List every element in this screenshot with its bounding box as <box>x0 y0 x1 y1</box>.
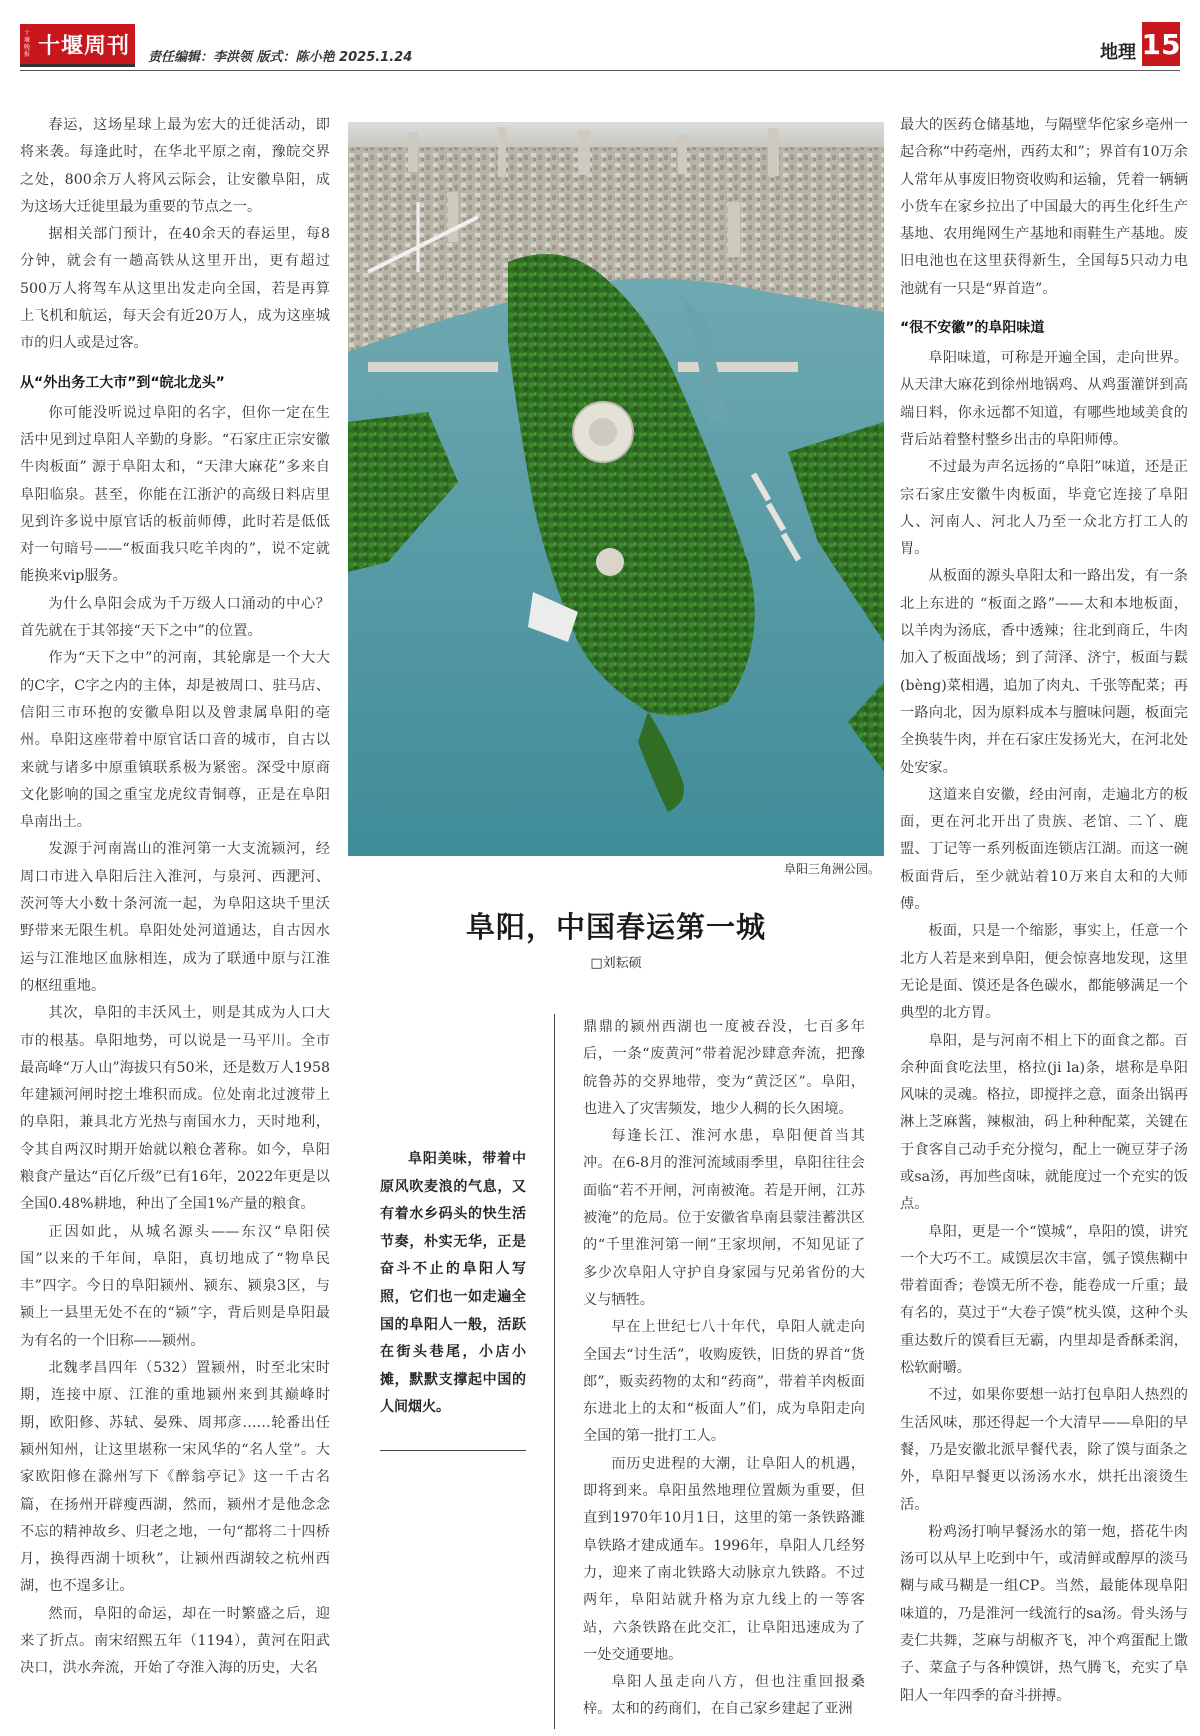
paragraph: 阜阳人虽走向八方，但也注重回报桑梓。太和的药商们，在自己家乡建起了亚洲 <box>583 1674 865 1718</box>
paragraph: 最大的医药仓储基地，与隔壁华佗家乡亳州一起合称“中药亳州，西药太和”；界首有10万余人常年从事废旧物资收购和运输，凭着一辆辆小货车在家乡拉出了中国最大的再生化纤生产基地、农用绳网生产基地和雨鞋生产基地。废旧电池也在这里获得新生，全国每5只动力电池就有一只是“界首造”。 <box>900 117 1188 297</box>
paragraph: 而历史进程的大潮，让阜阳人的机遇，即将到来。阜阳虽然地理位置颇为重要，但直到1970年10月1日，这里的第一条铁路濉阜铁路才建成通车。1996年，阜阳人几经努力，迎来了南北铁路大动脉京九铁路。不过两年，阜阳站就升格为京九线上的一等客站，六条铁路在此交汇，让阜阳迅速成为了一处交通要地。 <box>583 1455 865 1663</box>
paragraph: 据相关部门预计，在40余天的春运里，每8分钟，就会有一趟高铁从这里开出，更有超过500万人将驾车从这里出发走向全国，若是再算上飞机和航运，每天会有近20万人，成为这座城市的归人或是过客。 <box>20 226 330 352</box>
paragraph: 春运，这场星球上最为宏大的迁徙活动，即将来袭。每逢此时，在华北平原之南，豫皖交界之处，800余万人将风云际会，让安徽阜阳，成为这场大迁徙里最为重要的节点之一。 <box>20 117 330 215</box>
logo-small-text: 十堰晚报 <box>24 30 31 58</box>
header-rule <box>20 70 1180 71</box>
paragraph: 这道来自安徽，经由河南，走遍北方的板面，更在河北开出了贵族、老馆、二丫、鹿盟、丁记等一系列板面连锁店江湖。而这一碗板面背后，至少就站着10万来自太和的大师傅。 <box>900 786 1188 913</box>
paragraph: 为什么阜阳会成为千万级人口涌动的中心？首先就在于其邻接“天下之中”的位置。 <box>20 595 330 640</box>
page-number: 15 <box>1142 22 1180 66</box>
masthead <box>20 22 1180 70</box>
paragraph: 阜阳味道，可称是开遍全国，走向世界。从天津大麻花到徐州地锅鸡、从鸡蛋灌饼到高端日料，你永远都不知道，有哪些地域美食的背后站着整村整乡出击的阜阳师傅。 <box>900 350 1188 448</box>
paragraph: 早在上世纪七八十年代，阜阳人就走向全国去“讨生活”，收购废铁，旧货的界首“货郎”，贩卖药物的太和“药商”，带着羊肉板面东进北上的太和“板面人”们，成为阜阳走向全国的第一批打工人。 <box>583 1319 865 1445</box>
aerial-photo <box>348 122 884 856</box>
paragraph: 阜阳，是与河南不相上下的面食之都。百余种面食吃法里，格拉(ji la)条，堪称是阜阳风味的灵魂。格拉，即搅拌之意，面条出锅再淋上芝麻酱，辣椒油，码上种种配菜，关键在于食客自己动手充分搅匀，配上一碗豆芽子汤或sa汤，再加些卤味，就能度过一个充实的饭点。 <box>900 1032 1188 1213</box>
paragraph: 作为“天下之中”的河南，其轮廓是一个大大的C字，C字之内的主体，却是被周口、驻马店、信阳三市环抱的安徽阜阳以及曾隶属阜阳的亳州。阜阳这座带着中原官话口音的城市，自古以来就与诸多中原重镇联系极为紧密。深受中原商文化影响的国之重宝龙虎纹青铜尊，正是在阜阳阜南出土。 <box>20 650 330 831</box>
middle-column <box>583 1014 865 1732</box>
subheading: “很不安徽”的阜阳味道 <box>900 320 1045 337</box>
paragraph: 发源于河南嵩山的淮河第一大支流颍河，经周口市进入阜阳后注入淮河，与泉河、西淝河、茨河等大小数十条河流一起，为阜阳这块千里沃野带来无限生机。阜阳处处河道通达，自古因水运与江淮地区血脉相连，成为了联通中原与江淮的枢纽重地。 <box>20 841 330 994</box>
pull-quote <box>380 1146 526 1422</box>
column-divider <box>554 1014 555 1729</box>
paragraph: 粉鸡汤打响早餐汤水的第一炮，搭花牛肉汤可以从早上吃到中午，或清鲜或醇厚的淡马糊与咸马糊是一组CP。当然，最能体现阜阳味道的，乃是淮河一线流行的sa汤。骨头汤与麦仁共舞，芝麻与胡椒齐飞，冲个鸡蛋配上馓子、菜盒子与各种馍饼，热气腾飞，充实了阜阳人一年四季的奋斗拼搏。 <box>900 1523 1188 1704</box>
paragraph: 从板面的源头阜阳太和一路出发，有一条北上东进的 “板面之路”——太和本地板面，以羊肉为汤底，香中透辣；往北到商丘，牛肉加入了板面战场；到了菏泽、济宁，板面与鬏(bèng)菜相遇，追加了肉丸、千张等配菜；再一路向北，因为原料成本与膻味问题，板面完全换装牛肉，并在石家庄发扬光大，在河北处处安家。 <box>900 568 1188 776</box>
paragraph: 板面，只是一个缩影，事实上，任意一个北方人若是来到阜阳，便会惊喜地发现，这里无论是面、馍还是各色碳水，都能够满足一个典型的北方胃。 <box>900 923 1188 1022</box>
subheading: 从“外出务工大市”到“皖北龙头” <box>20 374 225 391</box>
paragraph: 每逢长江、淮河水患，阜阳便首当其冲。在6-8月的淮河流域雨季里，阜阳往往会面临“若不开闸，河南被淹。若是开闸，江苏被淹”的危局。位于安徽省阜南县蒙洼蓄洪区的“千里淮河第一闸”王家坝闸，不知见证了多少次阜阳人守护自身家园与兄弟省份的大义与牺牲。 <box>583 1128 865 1308</box>
publication-logo <box>20 24 135 67</box>
paragraph: 阜阳，更是一个“馍城”，阜阳的馍，讲究一个大巧不工。咸馍层次丰富，瓠子馍焦糊中带着面香；卷馍无所不卷，能卷成一斤重；最有名的，莫过于“大卷子馍”枕头馍，这种个头重达数斤的馍看巨无霸，内里却是香酥柔润，松软耐嚼。 <box>900 1223 1188 1377</box>
paragraph: 不过最为声名远扬的“阜阳”味道，还是正宗石家庄安徽牛肉板面，毕竟它连接了阜阳人、河南人、河北人乃至一众北方打工人的胃。 <box>900 459 1188 558</box>
left-column <box>20 112 330 1732</box>
paragraph: 你可能没听说过阜阳的名字，但你一定在生活中见到过阜阳人辛勤的身影。“石家庄正宗安徽牛肉板面” 源于阜阳太和，“天津大麻花”多来自阜阳临泉。甚至，你能在江浙沪的高级日料店里见到许多说中原官话的板前师傅，此时若是低低对一句暗号——“板面我只吃羊肉的”，说不定就能换来vip服务。 <box>20 404 330 585</box>
article-title: 阜阳，中国春运第一城 <box>465 910 766 944</box>
section-name: 地理 <box>1100 42 1136 63</box>
right-column <box>900 112 1188 1732</box>
paragraph: 不过，如果你要想一站打包阜阳人热烈的生活风味，那还得起一个大清早——阜阳的早餐，乃是安徽北派早餐代表，除了馍与面条之外，阜阳早餐更以汤汤水水，烘托出滚烫生活。 <box>900 1387 1188 1513</box>
photo-caption: 阜阳三角洲公园。 <box>783 862 880 876</box>
paragraph: 北魏孝昌四年（532）置颍州，时至北宋时期，连接中原、江淮的重地颍州来到其巅峰时期，欧阳修、苏轼、晏殊、周邦彦……轮番出任颍州知州，让这里堪称一宋风华的“名人堂”。大家欧阳修在滁州写下《醉翁亭记》这一千古名篇，在扬州开辟瘦西湖，然而，颍州才是他念念不忘的精神故乡、归老之地，一句“都将二十四桥月，换得西湖十顷秋”，让颍州西湖较之杭州西湖，也不遑多让。 <box>20 1360 330 1595</box>
paragraph: 然而，阜阳的命运，却在一时繁盛之后，迎来了折点。南宋绍熙五年（1194），黄河在阳武决口，洪水奔流，开始了夺淮入海的历史，大名 <box>20 1605 330 1677</box>
aerial-park-illustration <box>348 122 884 856</box>
article-byline: □刘耘硕 <box>590 956 642 971</box>
logo-text: 十堰周刊 <box>38 32 131 59</box>
paragraph: 正因如此，从城名源头——东汉“阜阳侯国”以来的千年间，阜阳，真切地成了“物阜民丰”四字。今日的阜阳颍州、颍东、颍泉3区，与颍上一县里无处不在的“颍”字，背后则是阜阳最为有名的一个旧称——颍州。 <box>20 1223 330 1349</box>
pull-quote-rule <box>380 1450 526 1451</box>
pull-quote-text: 阜阳美味，带着中原风吹麦浪的气息，又有着水乡码头的快生活节奏，朴实无华，正是奋斗不止的阜阳人写照，它们也一如走遍全国的阜阳人一般，活跃在街头巷尾，小店小摊，默默支撑起中国的人间烟火。 <box>380 1151 526 1416</box>
paragraph: 鼎鼎的颍州西湖也一度被吞没，七百多年后，一条“废黄河”带着泥沙肆意奔流，把豫皖鲁苏的交界地带，变为“黄泛区”。阜阳，也进入了灾害频发，地少人稠的长久困境。 <box>583 1019 865 1117</box>
editor-info: 责任编辑：李洪领 版式：陈小艳 2025.1.24 <box>148 50 413 65</box>
paragraph: 其次，阜阳的丰沃风土，则是其成为人口大市的根基。阜阳地势，可以说是一马平川。全市最高峰“万人山”海拔只有50米，还是数万人1958年建颍河闸时挖土堆积而成。位处南北过渡带上的阜阳，兼具北方光热与南国水力，天时地利，令其自两汉时期开始就以粮仓著称。如今，阜阳粮食产量达“百亿斤级”已有16年，2022年更是以全国0.48%耕地，种出了全国1%产量的粮食。 <box>20 1005 330 1213</box>
